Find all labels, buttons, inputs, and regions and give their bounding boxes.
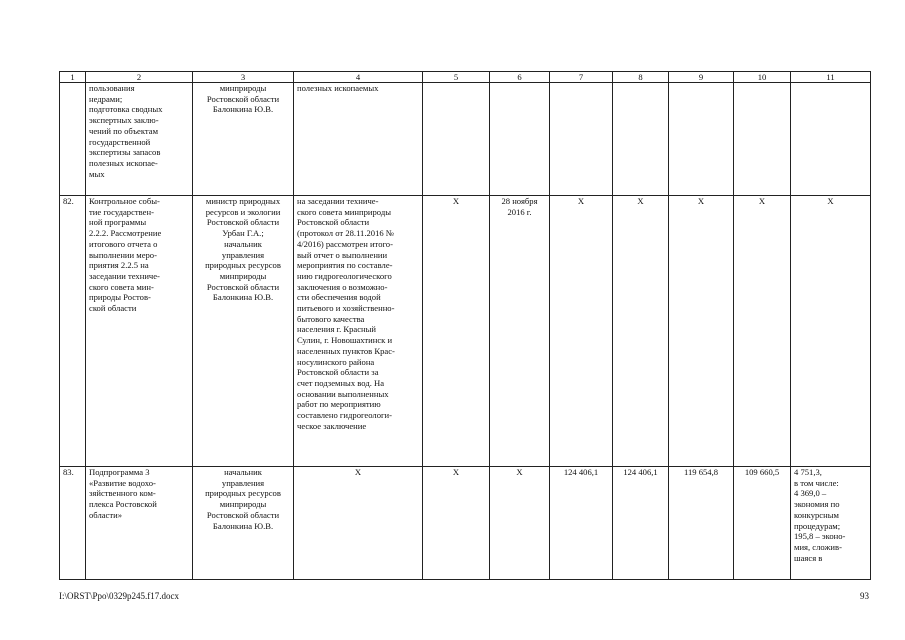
event-name: пользования недрами; подготовка сводных экспертных заклю- чений по объектам государственной экспертизы запасов полезных ископае- мых: [86, 83, 193, 196]
cell-col7: [550, 83, 613, 196]
responsible-person: минприроды Ростовской области Балонкина Ю.В.: [193, 83, 294, 196]
table-row: [60, 467, 871, 580]
cell-col11: 4 751,3, в том числе: 4 369,0 – экономия по конкурсным процедурам; 195,8 – эконо- мия, сложив- шаяся в: [791, 467, 871, 580]
column-header-5: 5: [423, 72, 490, 83]
column-header-6: 6: [490, 72, 550, 83]
cell-col5: [423, 83, 490, 196]
cell-col5: X: [423, 467, 490, 580]
column-header-1: 1: [60, 72, 86, 83]
table-header-row: [60, 72, 871, 83]
page-number: 93: [860, 591, 869, 601]
row-number: [60, 83, 86, 196]
cell-col10: 109 660,5: [734, 467, 791, 580]
event-name: Контрольное собы- тие государствен- ной программы 2.2.2. Рассмотрение итогового отчета о выполнении меро- приятия 2.2.5 на заседании техниче- ского совета мин- природы Ростов- ской области: [86, 196, 193, 467]
cell-col7: X: [550, 196, 613, 467]
cell-col6: X: [490, 467, 550, 580]
column-header-10: 10: [734, 72, 791, 83]
column-header-4: 4: [294, 72, 423, 83]
result-description: полезных ископаемых: [294, 83, 423, 196]
responsible-person: министр природных ресурсов и экологии Ростовской области Урбан Г.А.; начальник управления природных ресурсов минприроды Ростовской области Балонкина Ю.В.: [193, 196, 294, 467]
cell-col8: 124 406,1: [613, 467, 669, 580]
cell-col9: [669, 83, 734, 196]
table-row: [60, 83, 871, 196]
column-header-11: 11: [791, 72, 871, 83]
cell-col10: X: [734, 196, 791, 467]
cell-col7: 124 406,1: [550, 467, 613, 580]
responsible-person: начальник управления природных ресурсов минприроды Ростовской области Балонкина Ю.В.: [193, 467, 294, 580]
cell-col8: [613, 83, 669, 196]
cell-col11: X: [791, 196, 871, 467]
column-header-7: 7: [550, 72, 613, 83]
row-number: 83.: [60, 467, 86, 580]
cell-col6: 28 ноября 2016 г.: [490, 196, 550, 467]
column-header-3: 3: [193, 72, 294, 83]
cell-col10: [734, 83, 791, 196]
column-header-2: 2: [86, 72, 193, 83]
file-path: I:\ORST\Ppo\0329p245.f17.docx: [59, 591, 180, 601]
cell-col5: X: [423, 196, 490, 467]
cell-col6: [490, 83, 550, 196]
report-table: [59, 71, 871, 580]
row-number: 82.: [60, 196, 86, 467]
result-description: на заседании техниче- ского совета минприроды Ростовской области (протокол от 28.11.2016 № 4/2016) рассмотрен итого- вый отчет о выполнении мероприятия по составле- нию гидрогеологического заключения о возможно- сти обеспечения водой питьевого и хозяйственно- бытового качества населения г. Красный Сулин, г. Новошахтинск и населенных пунктов Крас- носулинского района Ростовской области за счет подземных вод. На основании выполненных работ по мероприятию составлено гидрогеологи- ческое заключение: [294, 196, 423, 467]
cell-col9: X: [669, 196, 734, 467]
cell-col11: [791, 83, 871, 196]
cell-col9: 119 654,8: [669, 467, 734, 580]
cell-col8: X: [613, 196, 669, 467]
table-row: [60, 196, 871, 467]
column-header-9: 9: [669, 72, 734, 83]
event-name: Подпрограмма 3 «Развитие водохо- зяйственного ком- плекса Ростовской области»: [86, 467, 193, 580]
result-description: X: [294, 467, 423, 580]
column-header-8: 8: [613, 72, 669, 83]
